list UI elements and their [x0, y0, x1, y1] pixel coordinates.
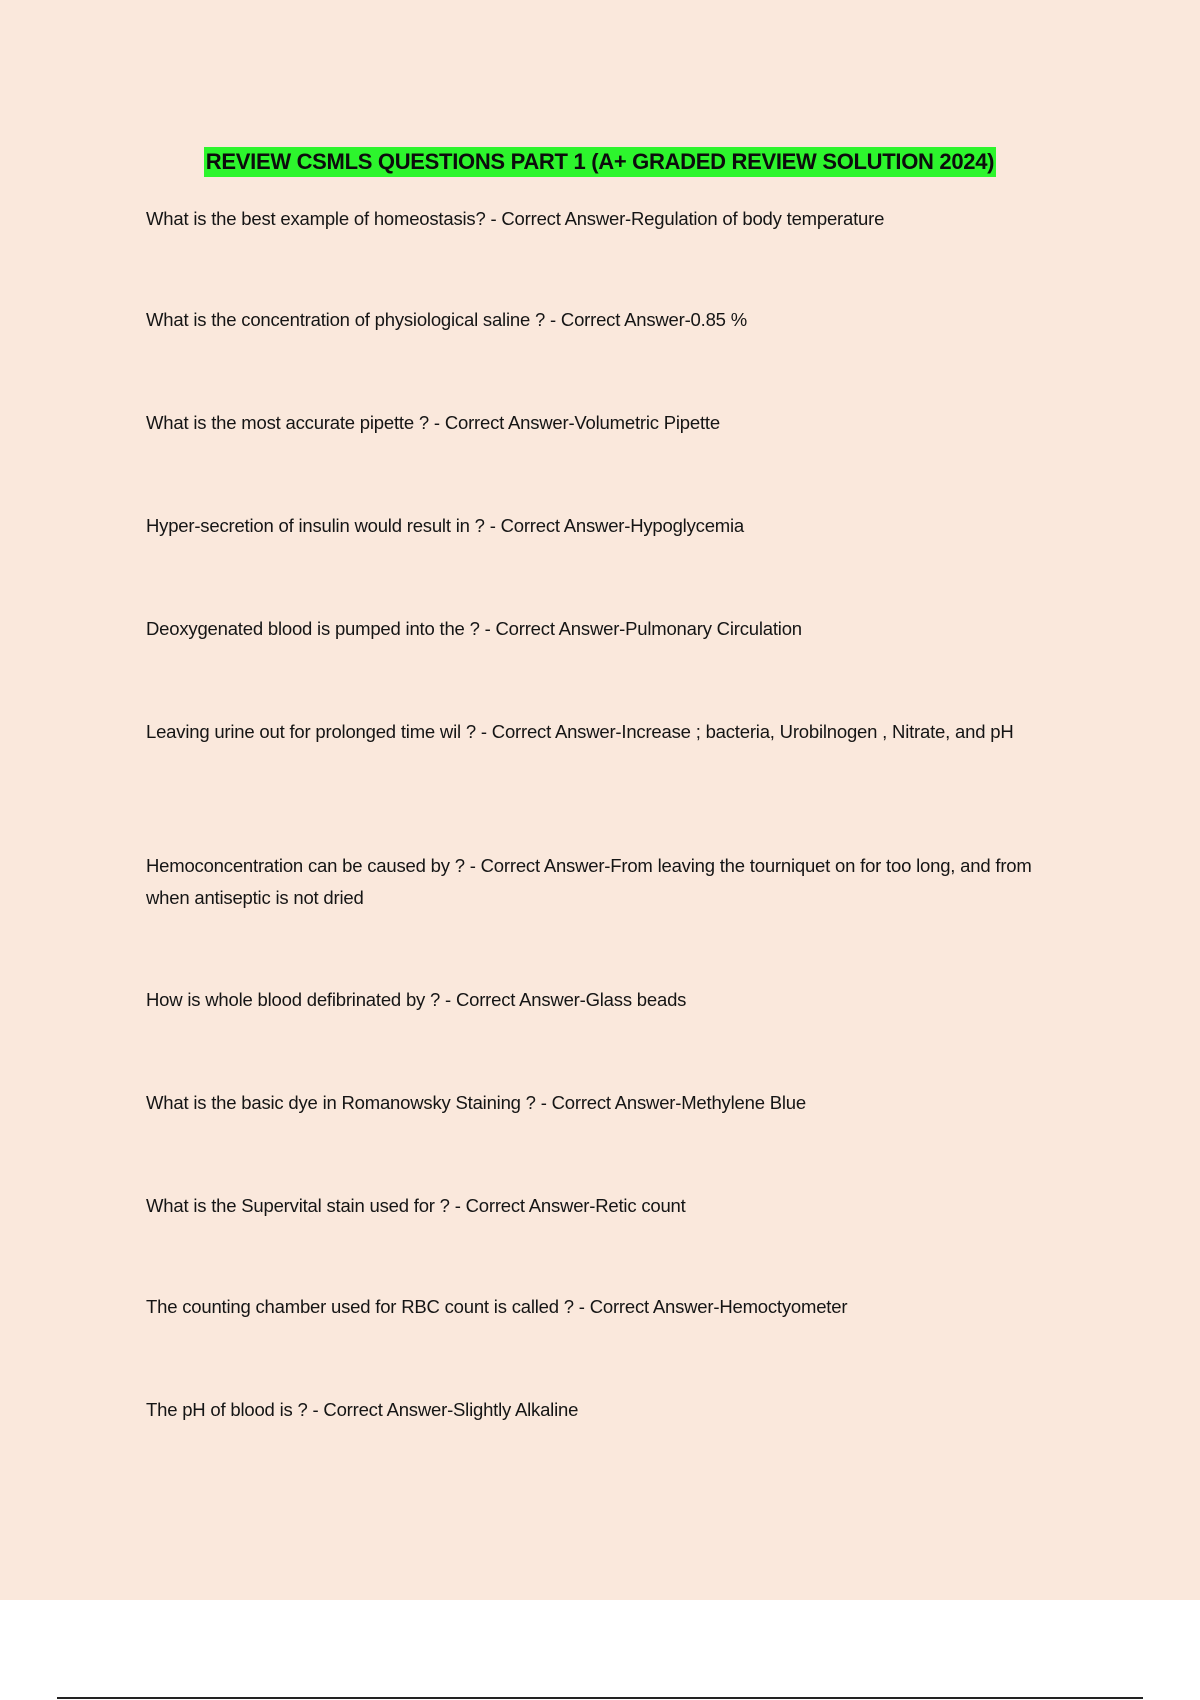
title-container [0, 147, 1200, 177]
qa-item: How is whole blood defibrinated by ? - Correct Answer-Glass beads [146, 989, 687, 1010]
qa-item: What is the basic dye in Romanowsky Staining ? - Correct Answer-Methylene Blue [146, 1092, 806, 1113]
qa-item: What is the best example of homeostasis? - Correct Answer-Regulation of body temperature [146, 208, 885, 229]
qa-item: The pH of blood is ? - Correct Answer-Slightly Alkaline [146, 1399, 579, 1420]
qa-item: What is the most accurate pipette ? - Correct Answer-Volumetric Pipette [146, 412, 720, 433]
qa-item: What is the concentration of physiological saline ? - Correct Answer-0.85 % [146, 309, 747, 330]
qa-item: Hyper-secretion of insulin would result in ? - Correct Answer-Hypoglycemia [146, 515, 744, 536]
qa-item: Deoxygenated blood is pumped into the ? - Correct Answer-Pulmonary Circulation [146, 618, 802, 639]
footer-divider [57, 1697, 1143, 1699]
qa-item: Leaving urine out for prolonged time wil ? - Correct Answer-Increase ; bacteria, Urobilnogen , Nitrate, and pH [146, 721, 1014, 742]
qa-item: What is the Supervital stain used for ? - Correct Answer-Retic count [146, 1195, 686, 1216]
qa-item: Hemoconcentration can be caused by ? - Correct Answer-From leaving the tourniquet on for too long, and from when antiseptic is not dried [146, 855, 1032, 908]
qa-item: The counting chamber used for RBC count is called ? - Correct Answer-Hemoctyometer [146, 1296, 848, 1317]
document-title: REVIEW CSMLS QUESTIONS PART 1 (A+ GRADED REVIEW SOLUTION 2024) [204, 147, 996, 177]
